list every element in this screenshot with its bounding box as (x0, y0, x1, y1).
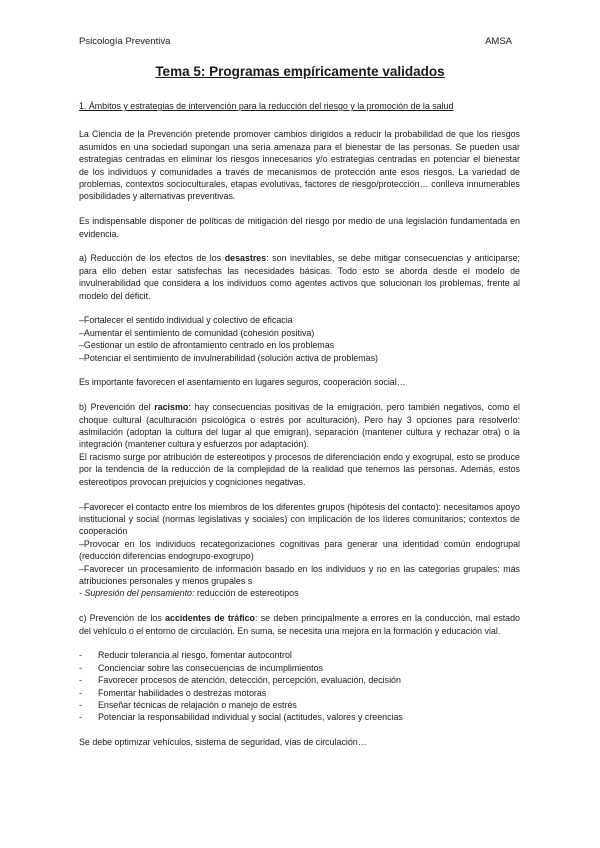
racism-list-item: –Provocar en los individuos recategorizaciones cognitivas para generar una identidad común endogrupal (reducción diferencias endogrupo-exogrupo) (79, 538, 520, 562)
racism-term: racismo (154, 402, 189, 413)
traffic-text: : se deben principalmente a errores en la conducción, mal estado del vehículo o el entorno de circulación. En suma, se necesita una mejora en la formación y educación vial. (79, 613, 520, 636)
list-item: - Favorecer procesos de atención, detección, percepción, evaluación, decisión (79, 674, 520, 686)
section-heading: 1. Ámbitos y estrategias de intervención para la reducción del riesgo y la promoción de la salud (79, 101, 454, 111)
racism-italic-rest: reducción de estereotipos (194, 588, 299, 599)
disasters-note: Es importante favorecen el asentamiento en lugares seguros, cooperación social… (79, 377, 406, 388)
disasters-list-item: –Gestionar un estilo de afrontamiento centrado en los problemas (79, 340, 335, 351)
header-subject: Psicología Preventiva (79, 36, 171, 47)
traffic-term: accidentes de tráfico (165, 613, 255, 624)
disasters-list-item: –Potenciar el sentimiento de invulnerabilidad (solución activa de problemas) (79, 352, 378, 363)
document-body (79, 100, 520, 761)
list-item: - Reducir tolerancia al riesgo, fomentar autocontrol (79, 649, 520, 661)
disasters-list-item: –Aumentar el sentimiento de comunidad (cohesión positiva) (79, 327, 315, 338)
list-item: - Concienciar sobre las consecuencias de incumplimientos (79, 662, 520, 674)
racism-list-item: –Favorecer el contacto entre los miembros de los diferentes grupos (hipótesis del contacto): necesitamos apoyo institucional y social (normas legislativas y sociales) con implicación de los líderes comunitarios; contextos de cooperación (79, 501, 520, 537)
paragraph-disasters (79, 252, 520, 302)
list-item: - Potenciar la responsabilidad individual y social (actitudes, valores y creencias (79, 711, 520, 723)
racism-lead: b) Prevención del (79, 402, 155, 413)
header-author: AMSA (485, 36, 512, 47)
traffic-note: Se debe optimizar vehículos, sistema de seguridad, vías de circulación… (79, 737, 367, 748)
disasters-lead: a) Reducción de los efectos de los (79, 253, 225, 264)
list-item: - Fomentar habilidades o destrezas motoras (79, 687, 520, 699)
paragraph-legislation: Es indispensable disponer de políticas de mitigación del riesgo por medio de una legislación fundamentada en evidencia. (79, 216, 520, 239)
racism-italic-term: - Supresión del pensamiento: (79, 588, 195, 599)
page-title: Tema 5: Programas empíricamente validados (155, 64, 445, 79)
list-item: - Enseñar técnicas de relajación o manejo de estrés (79, 699, 520, 711)
paragraph-traffic (79, 612, 520, 637)
disasters-term: desastres (224, 253, 267, 264)
paragraph-intro: La Ciencia de la Prevención pretende promover cambios dirigidos a reducir la probabilidad de que los riesgos asumidos en una sociedad supongan una seria amenaza para el bienestar de las personas. Se pueden usar estrategias centradas en eliminar los riesgos innecesarios y/o estrategias centradas en potenciar el bienestar de los individuos y comunidades a través de mecanismos de protección ante esos riesgos. La variedad de problemas, contextos socioculturales, etapas evolutivas, factores de riesgo/protección… conlleva innumerables posibilidades y alternativas preventivas. (79, 129, 520, 202)
disasters-list-item: –Fortalecer el sentido individual y colectivo de eficacia (79, 315, 293, 326)
paragraph-racism (79, 401, 520, 451)
racism-list-item (79, 587, 520, 599)
disasters-text: : son inevitables, se debe mitigar consecuencias y anticiparse; para ello deben estar satisfechas las necesidades básicas. Todo esto se aborda desde el modelo de invulnerabilidad que considera a los individuos como agentes activos que solucionan los problemas, frente al modelo del déficit. (79, 253, 521, 301)
page-header (79, 36, 512, 47)
racism-list-item: –Favorecer un procesamiento de información basado en los individuos y no en las categorías grupales: más atribuciones personales y menos grupales s (79, 563, 520, 586)
traffic-lead: c) Prevención de los (79, 613, 166, 624)
racism-text: : hay consecuencias positivas de la emigración, pero también negativos, como el choque cultural (aculturación psicológica o estrés por aculturación). Pero hay 3 opciones para resolverlo: asimilación (adoptan la cultura del lugar al que emigran), separación (mantener cultura y rechazar otra) o la integración (mantener cultura y esfuerzos por adaptación). (79, 402, 520, 450)
paragraph-racism-2: El racismo surge por atribución de estereotipos y procesos de diferenciación endo y exogrupal, esto se produce por la tendencia de la reducción de la complejidad de la realidad que tenemos las personas. Además, estos estereotipos provocan prejuicios y cogniciones negativas. (79, 451, 520, 487)
traffic-list (79, 649, 520, 723)
